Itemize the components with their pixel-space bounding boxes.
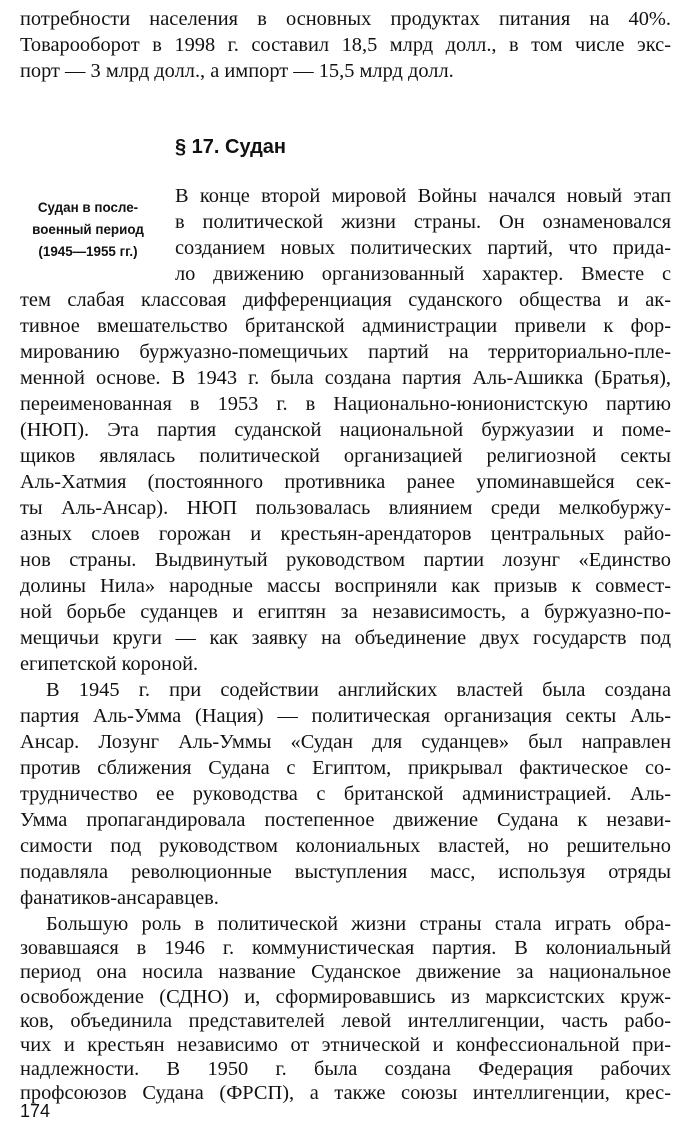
text-line: (НЮП). Эта партия суданской национальной буржуазии и поме-: [20, 419, 671, 441]
text-line: в политической жизни страны. Он ознаменовался: [175, 211, 671, 233]
text-line: переименованная в 1953 г. в Национально-юнионистскую партию: [20, 393, 671, 415]
margin-note: [8, 197, 168, 263]
text-line: египетской короной.: [20, 653, 199, 675]
text-line: симости под руководством колониальных властей, но решительно: [20, 835, 671, 857]
text-line: профсоюзов Судана (ФРСП), а также союзы интеллигенции, крес-: [20, 1082, 671, 1105]
text-line: потребности населения в основных продуктах питания на 40%.: [20, 8, 671, 30]
margin-note-line: военный период: [32, 222, 144, 237]
text-line: трудничество ее руководства с британской администрацией. Аль-: [20, 783, 671, 805]
text-line: Товарооборот в 1998 г. составил 18,5 млрд долл., в том числе экс-: [20, 34, 671, 56]
text-line: фанатиков-ансаравцев.: [20, 887, 219, 909]
text-line: ков, объединила представителей левой интеллигенции, часть рабо-: [20, 1009, 671, 1032]
text-line: ло движению организованный характер. Вместе с: [175, 263, 671, 285]
text-line: ты Аль-Ансар). НЮП пользовалась влиянием среди мелкобуржу-: [20, 497, 671, 519]
text-line: Умма пропагандировала постепенное движение Судана к незави-: [20, 809, 671, 831]
text-line: В 1945 г. при содействии английских властей была создана: [46, 679, 671, 701]
text-line: долины Нила» народные массы восприняли как призыв к совмест-: [20, 575, 671, 597]
text-line: порт — 3 млрд долл., а импорт — 15,5 млрд долл.: [20, 60, 454, 82]
text-line: мещичьи круги — как заявку на объединение двух государств под: [20, 627, 671, 649]
margin-note-line: (1945—1955 гг.): [38, 244, 138, 259]
text-line: чих и крестьян независимо от этнической и конфессиональной при-: [20, 1034, 671, 1056]
text-line: против сближения Судана с Египтом, прикрывал фактическое со-: [20, 757, 671, 779]
text-line: В конце второй мировой Войны начался новый этап: [175, 185, 671, 207]
text-line: надлежности. В 1950 г. была создана Федерация рабочих: [20, 1058, 671, 1081]
text-line: тем слабая классовая дифференциация суданского общества и ак-: [20, 289, 671, 311]
page-number: 174: [20, 1101, 51, 1121]
text-line: менной основе. В 1943 г. была создана партия Аль-Ашикка (Братья),: [20, 367, 671, 389]
text-line: освобождение (СДНО) и, сформировавшись из марксистских круж-: [20, 985, 671, 1008]
section-title: § 17. Судан: [175, 136, 287, 158]
text-line: зовавшаяся в 1946 г. коммунистическая партия. В колониальный: [20, 937, 671, 960]
text-line: щиков являлась политической организацией религиозной секты: [20, 445, 671, 467]
margin-note-line: Судан в после-: [37, 200, 139, 215]
text-line: мированию буржуазно-помещичьих партий на территориально-пле-: [20, 341, 671, 363]
text-line: тивное вмешательство британской администрации привели к фор-: [20, 315, 671, 337]
text-line: Большую роль в политической жизни страны стала играть обра-: [46, 913, 671, 935]
text-line: партия Аль-Умма (Нация) — политическая организация секты Аль-: [20, 705, 671, 727]
text-line: нов страны. Выдвинутый руководством партии лозунг «Единство: [20, 549, 671, 571]
text-line: азных слоев горожан и крестьян-арендаторов центральных райо-: [20, 523, 671, 545]
text-line: созданием новых политических партий, что прида-: [175, 237, 671, 259]
text-line: Аль-Хатмия (постоянного противника ранее упоминавшейся сек-: [20, 471, 671, 493]
text-line: Ансар. Лозунг Аль-Уммы «Судан для суданцев» был направлен: [20, 731, 671, 753]
text-line: подавляла революционные выступления масс, используя отряды: [20, 861, 671, 883]
text-line: период она носила название Суданское движение за национальное: [20, 961, 671, 984]
text-line: ной борьбе суданцев и египтян за независимость, а буржуазно-по-: [20, 601, 671, 623]
